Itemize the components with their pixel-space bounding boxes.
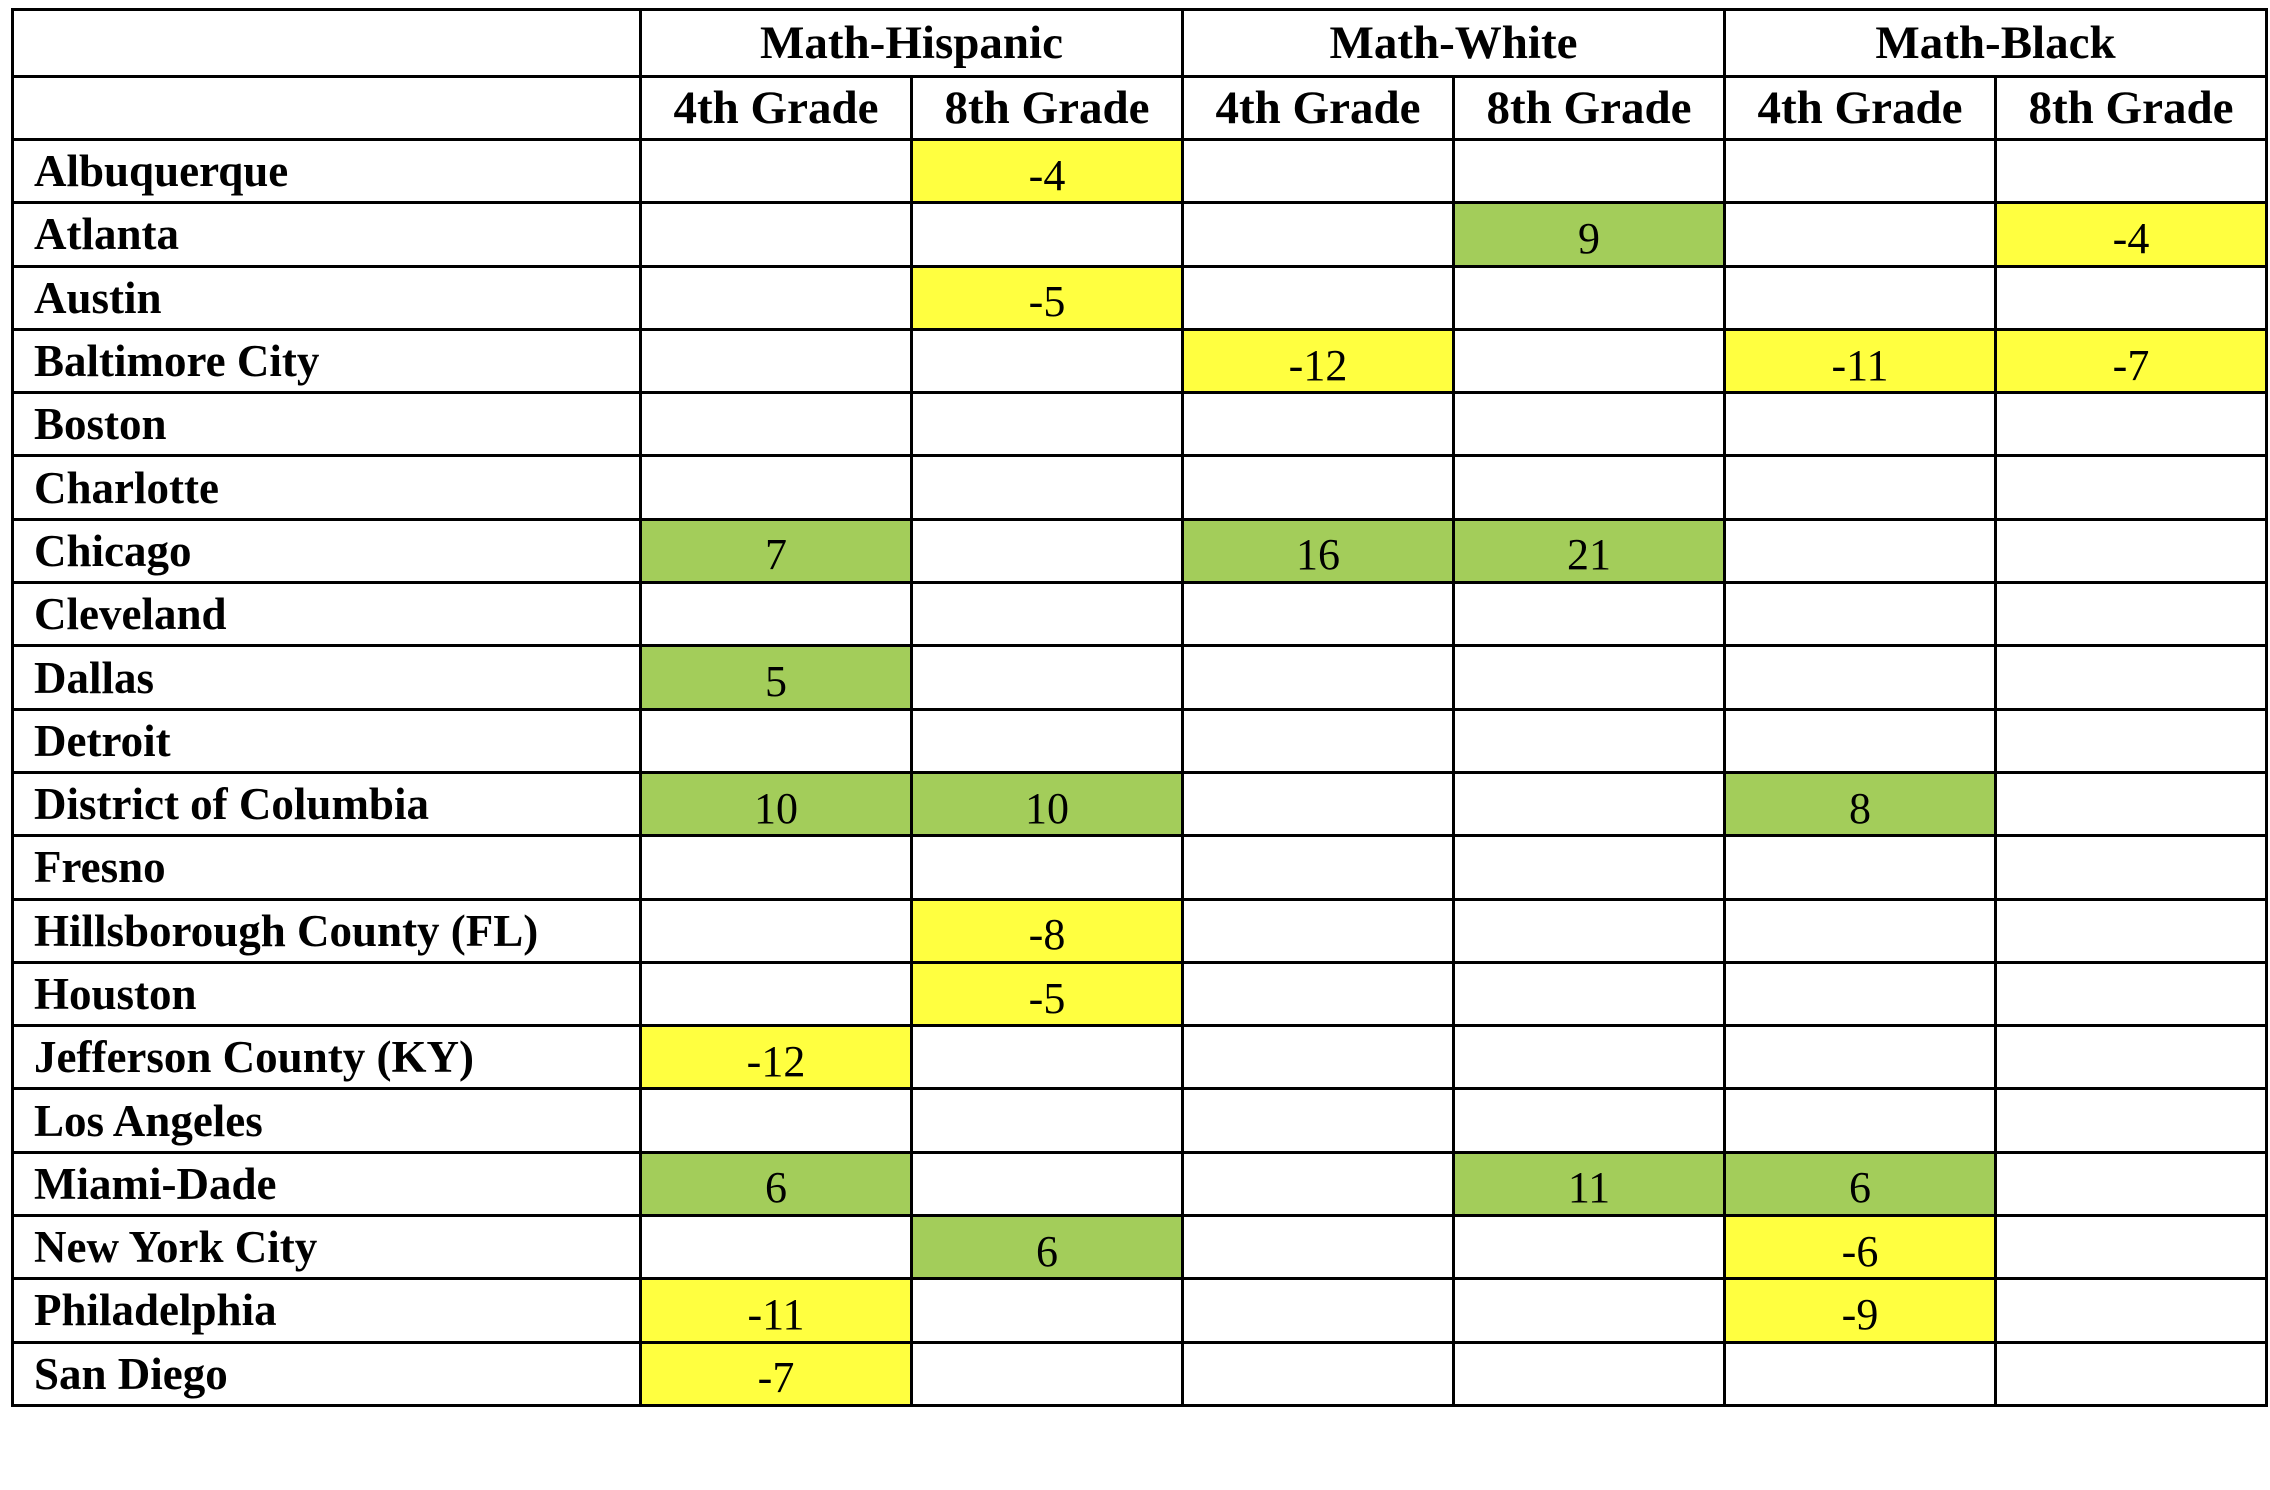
value-cell (1183, 140, 1454, 203)
value-cell (1996, 393, 2267, 456)
table-row (13, 1342, 2267, 1405)
value-cell: 16 (1183, 519, 1454, 582)
value-cell (1725, 393, 1996, 456)
group-header-math-white: Math-White (1183, 10, 1725, 77)
table-row (13, 329, 2267, 392)
value-cell (641, 329, 912, 392)
value-cell: 10 (641, 772, 912, 835)
value-cell (912, 456, 1183, 519)
value-cell (912, 1026, 1183, 1089)
value-cell (1996, 1216, 2267, 1279)
grade-header: 8th Grade (1454, 77, 1725, 140)
value-cell: 6 (641, 1152, 912, 1215)
value-cell (1725, 456, 1996, 519)
value-cell (1996, 583, 2267, 646)
city-name-cell: Austin (13, 266, 641, 329)
value-cell (1996, 836, 2267, 899)
value-cell (1996, 709, 2267, 772)
value-cell (1183, 1342, 1454, 1405)
city-name-cell: Chicago (13, 519, 641, 582)
value-cell (1183, 962, 1454, 1025)
value-cell: -11 (641, 1279, 912, 1342)
table-row (13, 519, 2267, 582)
value-cell (1996, 646, 2267, 709)
group-header-row (13, 10, 2267, 77)
table-row (13, 456, 2267, 519)
city-name-cell: District of Columbia (13, 772, 641, 835)
value-cell (912, 1279, 1183, 1342)
value-cell (912, 709, 1183, 772)
value-cell (1996, 456, 2267, 519)
value-cell (912, 1089, 1183, 1152)
value-cell (1183, 203, 1454, 266)
value-cell (1454, 962, 1725, 1025)
value-cell (1183, 899, 1454, 962)
value-cell (641, 709, 912, 772)
table-row (13, 1089, 2267, 1152)
table-row (13, 583, 2267, 646)
value-cell (912, 1152, 1183, 1215)
value-cell (1454, 1279, 1725, 1342)
value-cell: 10 (912, 772, 1183, 835)
value-cell (1183, 1279, 1454, 1342)
value-cell: -7 (641, 1342, 912, 1405)
grade-header: 4th Grade (1725, 77, 1996, 140)
value-cell (1183, 1152, 1454, 1215)
table-row (13, 709, 2267, 772)
grade-header: 8th Grade (912, 77, 1183, 140)
value-cell (1725, 899, 1996, 962)
city-name-cell: Albuquerque (13, 140, 641, 203)
value-cell (1996, 899, 2267, 962)
value-cell (1996, 772, 2267, 835)
city-name-cell: Boston (13, 393, 641, 456)
value-cell (1183, 772, 1454, 835)
value-cell (641, 962, 912, 1025)
value-cell: 11 (1454, 1152, 1725, 1215)
value-cell (1454, 772, 1725, 835)
value-cell (1996, 962, 2267, 1025)
value-cell (912, 836, 1183, 899)
value-cell (1454, 1026, 1725, 1089)
value-cell (1183, 1089, 1454, 1152)
value-cell (1996, 519, 2267, 582)
value-cell (1183, 646, 1454, 709)
value-cell (641, 456, 912, 519)
value-cell (1725, 646, 1996, 709)
city-name-cell: Philadelphia (13, 1279, 641, 1342)
city-name-cell: Detroit (13, 709, 641, 772)
table-body (13, 140, 2267, 1406)
value-cell (641, 836, 912, 899)
city-name-cell: Miami-Dade (13, 1152, 641, 1215)
value-cell (912, 519, 1183, 582)
results-table (11, 8, 2268, 1407)
value-cell (1454, 266, 1725, 329)
value-cell (1183, 836, 1454, 899)
value-cell: -4 (1996, 203, 2267, 266)
grade-header: 8th Grade (1996, 77, 2267, 140)
value-cell: -4 (912, 140, 1183, 203)
value-cell (1183, 1026, 1454, 1089)
value-cell (641, 140, 912, 203)
value-cell (1725, 1342, 1996, 1405)
value-cell (641, 266, 912, 329)
table-row (13, 393, 2267, 456)
value-cell: -12 (641, 1026, 912, 1089)
value-cell: 7 (641, 519, 912, 582)
value-cell (1183, 583, 1454, 646)
group-header-math-black: Math-Black (1725, 10, 2267, 77)
city-name-cell: Fresno (13, 836, 641, 899)
value-cell (1454, 329, 1725, 392)
value-cell (1996, 1026, 2267, 1089)
city-name-cell: Charlotte (13, 456, 641, 519)
city-name-cell: Hillsborough County (FL) (13, 899, 641, 962)
value-cell: 5 (641, 646, 912, 709)
table-row (13, 962, 2267, 1025)
table-row (13, 646, 2267, 709)
value-cell (1725, 203, 1996, 266)
value-cell (1725, 519, 1996, 582)
value-cell (912, 1342, 1183, 1405)
table-row (13, 266, 2267, 329)
value-cell (1996, 1089, 2267, 1152)
value-cell: -5 (912, 266, 1183, 329)
corner-cell (13, 77, 641, 140)
value-cell: 9 (1454, 203, 1725, 266)
value-cell (1454, 836, 1725, 899)
value-cell: -11 (1725, 329, 1996, 392)
value-cell (912, 329, 1183, 392)
value-cell (1996, 1279, 2267, 1342)
value-cell (641, 1089, 912, 1152)
value-cell (1183, 393, 1454, 456)
value-cell (1725, 266, 1996, 329)
value-cell (1454, 140, 1725, 203)
value-cell (1183, 709, 1454, 772)
city-name-cell: Dallas (13, 646, 641, 709)
value-cell (1725, 709, 1996, 772)
value-cell (641, 899, 912, 962)
city-name-cell: Cleveland (13, 583, 641, 646)
value-cell (1725, 583, 1996, 646)
value-cell (1454, 1089, 1725, 1152)
value-cell (1725, 1089, 1996, 1152)
city-name-cell: Jefferson County (KY) (13, 1026, 641, 1089)
value-cell (1454, 899, 1725, 962)
value-cell (1725, 140, 1996, 203)
grade-header-row (13, 77, 2267, 140)
value-cell (912, 583, 1183, 646)
value-cell (1725, 1026, 1996, 1089)
value-cell (1454, 1342, 1725, 1405)
value-cell (1454, 709, 1725, 772)
value-cell: 21 (1454, 519, 1725, 582)
value-cell: -5 (912, 962, 1183, 1025)
value-cell: -12 (1183, 329, 1454, 392)
value-cell (641, 393, 912, 456)
grade-header: 4th Grade (1183, 77, 1454, 140)
value-cell (912, 646, 1183, 709)
value-cell (1454, 456, 1725, 519)
value-cell (912, 203, 1183, 266)
table-row (13, 772, 2267, 835)
value-cell (1183, 456, 1454, 519)
city-name-cell: New York City (13, 1216, 641, 1279)
city-name-cell: San Diego (13, 1342, 641, 1405)
value-cell (641, 583, 912, 646)
value-cell: 8 (1725, 772, 1996, 835)
value-cell (1996, 266, 2267, 329)
value-cell: -7 (1996, 329, 2267, 392)
city-name-cell: Los Angeles (13, 1089, 641, 1152)
value-cell: -6 (1725, 1216, 1996, 1279)
value-cell: 6 (912, 1216, 1183, 1279)
value-cell: 6 (1725, 1152, 1996, 1215)
value-cell: -9 (1725, 1279, 1996, 1342)
value-cell: -8 (912, 899, 1183, 962)
value-cell (1454, 646, 1725, 709)
table-row (13, 1026, 2267, 1089)
table-row (13, 1279, 2267, 1342)
corner-cell (13, 10, 641, 77)
table-row (13, 899, 2267, 962)
value-cell (1454, 583, 1725, 646)
value-cell (1183, 266, 1454, 329)
value-cell (1725, 962, 1996, 1025)
city-name-cell: Atlanta (13, 203, 641, 266)
table-row (13, 203, 2267, 266)
group-header-math-hispanic: Math-Hispanic (641, 10, 1183, 77)
grade-header: 4th Grade (641, 77, 912, 140)
value-cell (1996, 140, 2267, 203)
table-row (13, 140, 2267, 203)
table-row (13, 1216, 2267, 1279)
value-cell (912, 393, 1183, 456)
table-row (13, 836, 2267, 899)
city-name-cell: Houston (13, 962, 641, 1025)
city-name-cell: Baltimore City (13, 329, 641, 392)
value-cell (1725, 836, 1996, 899)
value-cell (1454, 1216, 1725, 1279)
value-cell (1183, 1216, 1454, 1279)
value-cell (1996, 1342, 2267, 1405)
value-cell (1996, 1152, 2267, 1215)
value-cell (1454, 393, 1725, 456)
value-cell (641, 203, 912, 266)
value-cell (641, 1216, 912, 1279)
table-row (13, 1152, 2267, 1215)
